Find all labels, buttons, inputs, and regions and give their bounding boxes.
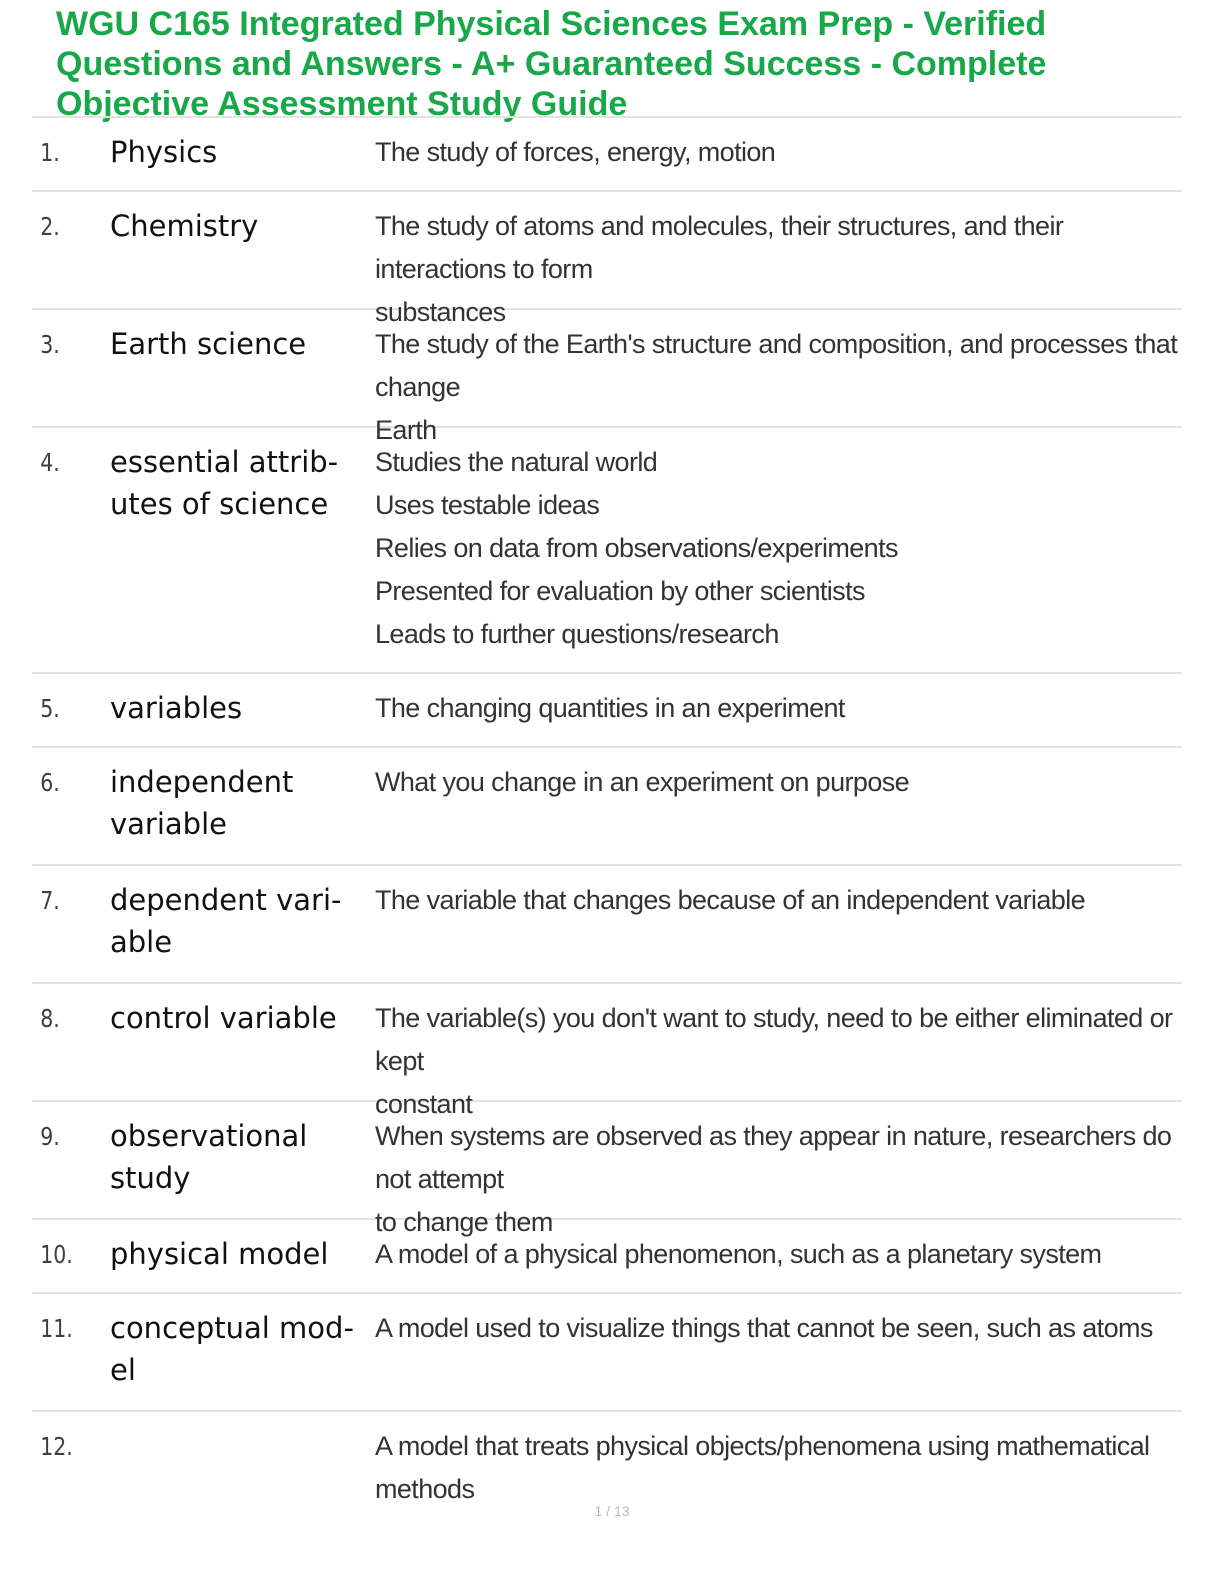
flashcard-row [32, 428, 1182, 674]
card-definition: The variable that changes because of an independent variable [375, 885, 1086, 915]
card-number: 9. [40, 1122, 60, 1151]
card-definition: When systems are observed as they appear in nature, researchers do not attempt to change them [375, 1121, 1172, 1237]
flashcard-row [32, 118, 1182, 192]
flashcard-row [32, 310, 1182, 445]
flashcard-row [32, 866, 1182, 984]
card-number: 2. [40, 212, 60, 241]
card-term: observational study [110, 1119, 308, 1195]
card-number: 5. [40, 694, 60, 723]
card-term: Physics [110, 135, 218, 169]
card-term: independent variable [110, 765, 294, 841]
card-term: dependent vari- able [110, 883, 342, 959]
card-definition: A model of a physical phenomenon, such as a planetary system [375, 1239, 1102, 1269]
flashcard-row [32, 674, 1182, 748]
card-definition: A model used to visualize things that cannot be seen, such as atoms [375, 1313, 1153, 1343]
card-definition: The study of the Earth's structure and composition, and processes that change Earth [375, 329, 1178, 445]
card-term: conceptual mod- el [110, 1311, 354, 1387]
card-number: 7. [40, 886, 60, 915]
card-term: Chemistry [110, 209, 259, 243]
card-number: 3. [40, 330, 60, 359]
card-number: 6. [40, 768, 60, 797]
card-term: control variable [110, 1001, 337, 1035]
card-definition: The variable(s) you don't want to study, need to be either eliminated or kept constant [375, 1003, 1173, 1119]
card-term: essential attrib- utes of science [110, 445, 339, 521]
flashcard-row [32, 1412, 1182, 1504]
card-number: 11. [40, 1314, 73, 1343]
card-number: 1. [40, 138, 60, 167]
flashcard-row [32, 984, 1182, 1119]
flashcard-row [32, 192, 1182, 327]
card-definition: The changing quantities in an experiment [375, 693, 845, 723]
card-number: 12. [40, 1432, 73, 1461]
card-definition: The study of forces, energy, motion [375, 137, 776, 167]
card-number: 8. [40, 1004, 60, 1033]
card-number: 10. [40, 1240, 73, 1269]
card-number: 4. [40, 448, 60, 477]
page-indicator: 1 / 13 [594, 1503, 630, 1519]
card-term: Earth science [110, 327, 307, 361]
flashcard-row [32, 748, 1182, 866]
flashcard-row [32, 1102, 1182, 1237]
card-term: physical model [110, 1237, 329, 1271]
card-definition: The study of atoms and molecules, their structures, and their interactions to form substances [375, 211, 1064, 327]
document-title: WGU C165 Integrated Physical Sciences Exam Prep - Verified Questions and Answers - A+ Guaranteed Success - Complete Objective Assessment Study Guide [56, 5, 1047, 123]
card-definition: A model that treats physical objects/phenomena using mathematical methods [375, 1431, 1150, 1504]
flashcard-list [32, 116, 1182, 1504]
card-definition: What you change in an experiment on purpose [375, 767, 910, 797]
card-term: variables [110, 691, 243, 725]
flashcard-row [32, 1294, 1182, 1412]
card-definition: Studies the natural world Uses testable ideas Relies on data from observations/experiments Presented for evaluation by other scientists Leads to further questions/research [375, 447, 898, 649]
